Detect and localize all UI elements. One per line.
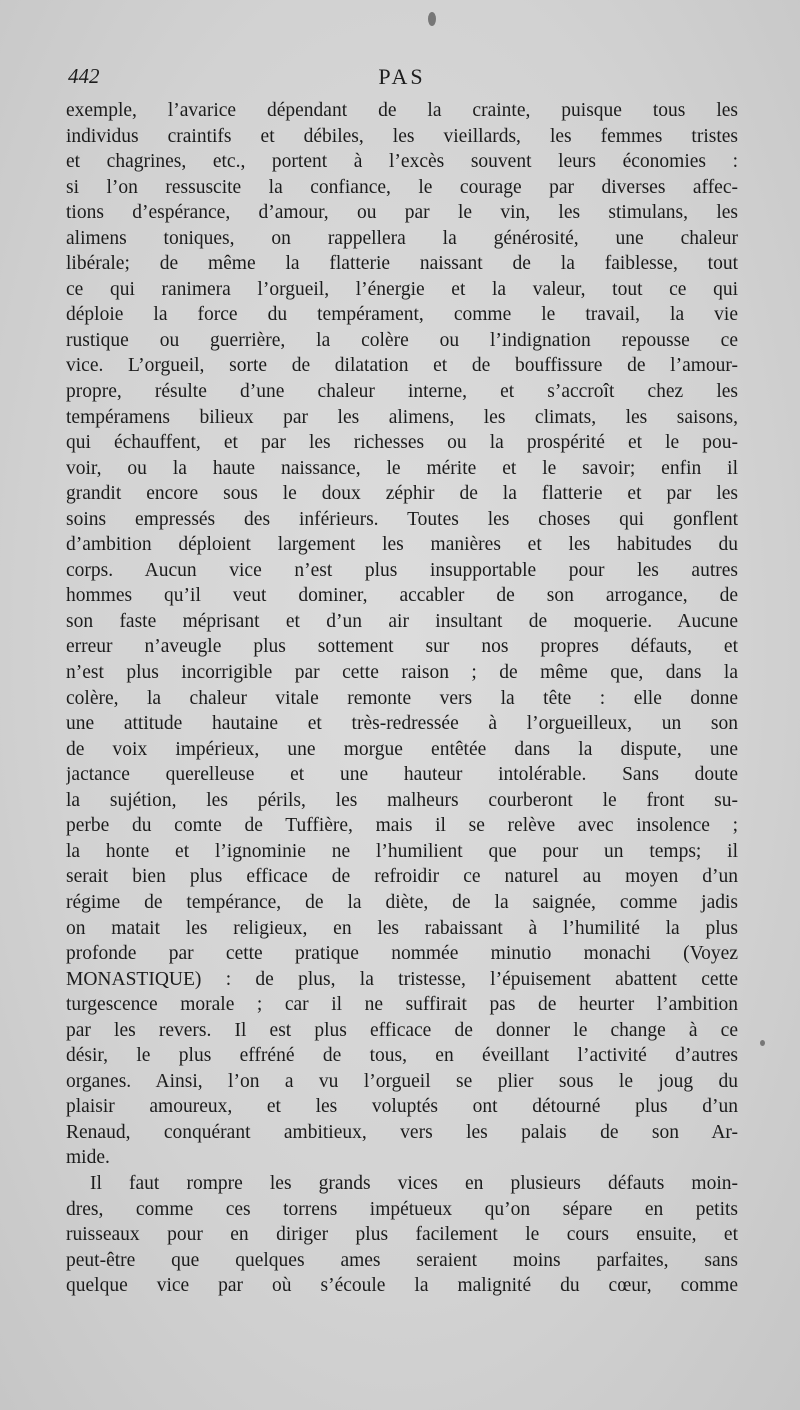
text-line: libérale; de même la flatterie naissant de la faiblesse, tout	[66, 253, 738, 275]
paper-stain	[428, 12, 436, 26]
text-line: peut-être que quelques ames seraient moins parfaites, sans	[66, 1249, 738, 1271]
text-line: individus craintifs et débiles, les vieillards, les femmes tristes	[66, 125, 738, 147]
text-line: turgescence morale ; car il ne suffirait pas de heurter l’ambition	[66, 994, 738, 1016]
text-line: MONASTIQUE) : de plus, la tristesse, l’épuisement abattent cette	[66, 968, 738, 990]
text-line: une attitude hautaine et très-redressée à l’orgueilleux, un son	[66, 713, 738, 735]
text-line: par les revers. Il est plus efficace de donner le change à ce	[66, 1019, 738, 1041]
text-line: colère, la chaleur vitale remonte vers la tête : elle donne	[66, 687, 738, 709]
text-line: déploie la force du tempérament, comme le travail, la vie	[66, 304, 738, 326]
text-line: jactance querelleuse et une hauteur intolérable. Sans doute	[66, 764, 738, 786]
text-line: grandit encore sous le doux zéphir de la flatterie et par les	[66, 483, 738, 505]
text-line: n’est plus incorrigible par cette raison ; de même que, dans la	[66, 662, 738, 684]
body-text	[66, 98, 738, 1299]
text-line: tions d’espérance, d’amour, ou par le vin, les stimulans, les	[66, 202, 738, 224]
text-line: mide.	[66, 1147, 110, 1169]
text-line: voir, ou la haute naissance, le mérite et le savoir; enfin il	[66, 457, 738, 479]
paragraph-start-line: Il faut rompre les grands vices en plusieurs défauts moin-	[90, 1172, 738, 1194]
text-line: ce qui ranimera l’orgueil, l’énergie et la valeur, tout ce qui	[66, 278, 738, 300]
text-line: alimens toniques, on rappellera la générosité, une chaleur	[66, 227, 738, 249]
text-line: et chagrines, etc., portent à l’excès souvent leurs économies :	[66, 151, 738, 173]
page-header	[66, 64, 738, 94]
text-line: propre, résulte d’une chaleur interne, et s’accroît chez les	[66, 381, 738, 403]
text-line: rustique ou guerrière, la colère ou l’indignation repousse ce	[66, 329, 738, 351]
running-head: PAS	[378, 64, 426, 89]
text-line: la sujétion, les périls, les malheurs courberont le front su-	[66, 789, 738, 811]
text-line: serait bien plus efficace de refroidir ce naturel au moyen d’un	[66, 866, 738, 888]
text-line: organes. Ainsi, l’on a vu l’orgueil se plier sous le joug du	[66, 1070, 738, 1092]
text-line: soins empressés des inférieurs. Toutes les choses qui gonflent	[66, 508, 738, 530]
text-line: régime de tempérance, de la diète, de la saignée, comme jadis	[66, 891, 738, 913]
text-line: dres, comme ces torrens impétueux qu’on sépare en petits	[66, 1198, 738, 1220]
text-line: plaisir amoureux, et les voluptés ont détourné plus d’un	[66, 1096, 738, 1118]
text-line: désir, le plus effréné de tous, en éveillant l’activité d’autres	[66, 1045, 738, 1067]
text-line: vice. L’orgueil, sorte de dilatation et de bouffissure de l’amour-	[66, 355, 738, 377]
text-line: ruisseaux pour en diriger plus facilement le cours ensuite, et	[66, 1224, 738, 1246]
text-line: son faste méprisant et d’un air insultant de moquerie. Aucune	[66, 610, 738, 632]
text-line: hommes qu’il veut dominer, accabler de son arrogance, de	[66, 585, 738, 607]
text-line: erreur n’aveugle plus sottement sur nos propres défauts, et	[66, 636, 738, 658]
text-line: tempéramens bilieux par les alimens, les climats, les saisons,	[66, 406, 738, 428]
text-line: exemple, l’avarice dépendant de la crainte, puisque tous les	[66, 100, 738, 121]
text-line: d’ambition déploient largement les manières et les habitudes du	[66, 534, 738, 556]
text-line: Renaud, conquérant ambitieux, vers les palais de son Ar-	[66, 1121, 738, 1143]
text-line: qui échauffent, et par les richesses ou la prospérité et le pou-	[66, 432, 738, 454]
text-line: corps. Aucun vice n’est plus insupportable pour les autres	[66, 559, 738, 581]
page-number: 442	[68, 64, 100, 88]
text-line: profonde par cette pratique nommée minutio monachi (Voyez	[66, 943, 738, 965]
text-line: on matait les religieux, en les rabaissant à l’humilité la plus	[66, 917, 738, 939]
text-line: quelque vice par où s’écoule la malignité du cœur, comme	[66, 1275, 738, 1297]
text-line: la honte et l’ignominie ne l’humilient que pour un temps; il	[66, 840, 738, 862]
paper-speck	[760, 1040, 765, 1046]
text-line: si l’on ressuscite la confiance, le courage par diverses affec-	[66, 176, 738, 198]
text-line: perbe du comte de Tuffière, mais il se relève avec insolence ;	[66, 815, 738, 837]
text-line: de voix impérieux, une morgue entêtée dans la dispute, une	[66, 738, 738, 760]
